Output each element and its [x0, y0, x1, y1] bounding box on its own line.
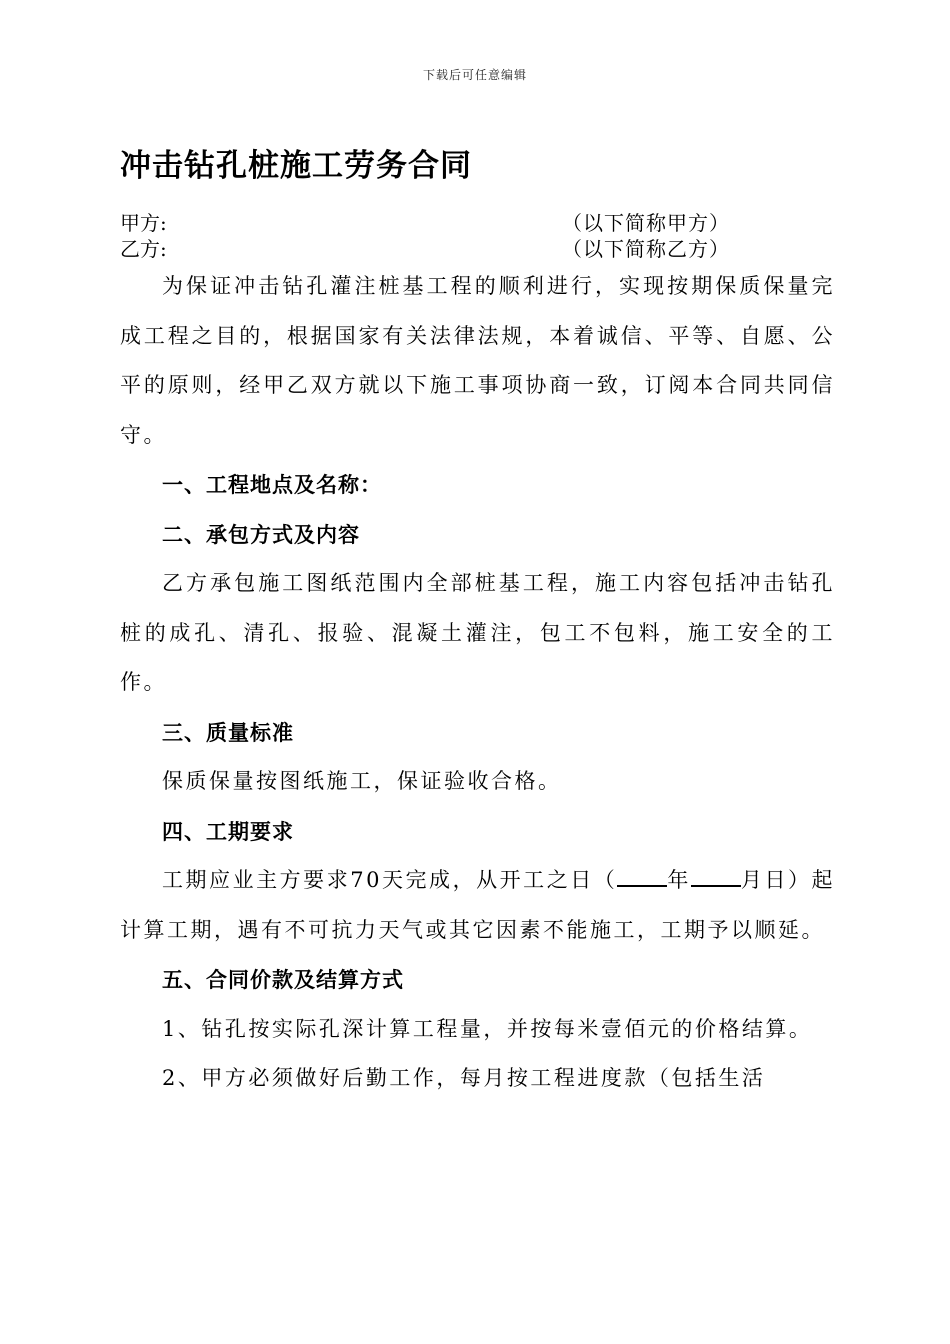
section-2-body: 乙方承包施工图纸范围内全部桩基工程，施工内容包括冲击钻孔桩的成孔、清孔、报验、混凝土灌注，包工不包料，施工安全的工作。: [120, 571, 835, 694]
intro-paragraph: 为保证冲击钻孔灌注桩基工程的顺利进行，实现按期保质保量完成工程之目的，根据国家有关法律法规，本着诚信、平等、自愿、公平的原则，经甲乙双方就以下施工事项协商一致，订阅本合同共同信守。: [120, 274, 835, 447]
section-1-heading: 一、工程地点及名称：: [162, 472, 382, 497]
month-label: 月: [740, 868, 765, 892]
party-block: [120, 210, 840, 262]
start-year-blank: [617, 867, 667, 887]
start-month-blank: [691, 867, 741, 887]
section-4-body-start: 工期应业主方要求70天完成，从开工之日（: [162, 868, 618, 892]
party-b-label: 乙方:: [120, 237, 167, 261]
party-a-alias: （以下简称甲方）: [562, 211, 730, 235]
year-label: 年: [667, 868, 691, 892]
section-3-heading: 三、质量标准: [162, 719, 294, 745]
section-5-heading: 五、合同价款及结算方式: [162, 967, 404, 992]
party-a-row: [120, 210, 840, 236]
page-header-note: 下载后可任意编辑: [422, 68, 527, 82]
section-4-body-end: 日）起计算工期，遇有不可抗力天气或其它因素不能施工，工期予以顺延。: [120, 868, 835, 942]
party-b-alias: （以下简称乙方）: [562, 237, 730, 261]
document-title: 冲击钻孔桩施工劳务合同: [120, 148, 472, 184]
section-5-item-2: 2、甲方必须做好后勤工作，每月按工程进度款（包括生活: [162, 1066, 766, 1090]
party-a-label: 甲方:: [120, 211, 167, 235]
section-4-heading: 四、工期要求: [162, 818, 294, 844]
party-b-row: [120, 236, 840, 262]
section-4-body: [120, 856, 835, 955]
contract-body: [120, 262, 835, 1104]
section-3-body: 保质保量按图纸施工，保证验收合格。: [162, 769, 562, 793]
section-2-heading: 二、承包方式及内容: [162, 521, 360, 547]
section-5-item-1: 1、钻孔按实际孔深计算工程量，并按每米壹佰元的价格结算。: [162, 1016, 813, 1041]
